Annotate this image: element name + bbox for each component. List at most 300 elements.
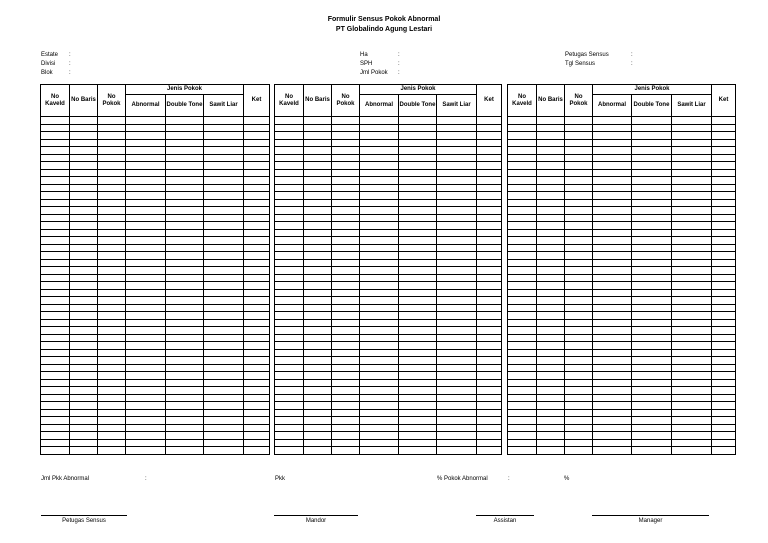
- table-cell[interactable]: [437, 289, 477, 297]
- table-cell[interactable]: [166, 282, 204, 290]
- table-cell[interactable]: [98, 304, 126, 312]
- table-cell[interactable]: [632, 402, 672, 410]
- table-cell[interactable]: [565, 162, 593, 170]
- table-cell[interactable]: [204, 229, 244, 237]
- table-cell[interactable]: [70, 439, 98, 447]
- table-cell[interactable]: [204, 192, 244, 200]
- table-cell[interactable]: [632, 394, 672, 402]
- table-cell[interactable]: [399, 364, 437, 372]
- table-cell[interactable]: [632, 304, 672, 312]
- table-cell[interactable]: [537, 147, 565, 155]
- table-cell[interactable]: [565, 334, 593, 342]
- table-cell[interactable]: [70, 417, 98, 425]
- table-cell[interactable]: [70, 357, 98, 365]
- table-cell[interactable]: [360, 252, 399, 260]
- table-cell[interactable]: [98, 267, 126, 275]
- table-cell[interactable]: [360, 267, 399, 275]
- table-cell[interactable]: [70, 319, 98, 327]
- table-cell[interactable]: [712, 222, 736, 230]
- table-cell[interactable]: [126, 327, 166, 335]
- table-cell[interactable]: [399, 162, 437, 170]
- table-cell[interactable]: [332, 192, 360, 200]
- table-cell[interactable]: [275, 184, 304, 192]
- table-cell[interactable]: [712, 267, 736, 275]
- table-cell[interactable]: [565, 327, 593, 335]
- table-cell[interactable]: [565, 417, 593, 425]
- table-cell[interactable]: [275, 409, 304, 417]
- table-cell[interactable]: [712, 409, 736, 417]
- table-cell[interactable]: [126, 387, 166, 395]
- table-cell[interactable]: [275, 147, 304, 155]
- table-cell[interactable]: [41, 387, 70, 395]
- table-cell[interactable]: [275, 424, 304, 432]
- table-cell[interactable]: [593, 334, 632, 342]
- table-cell[interactable]: [332, 237, 360, 245]
- table-cell[interactable]: [399, 304, 437, 312]
- table-cell[interactable]: [275, 207, 304, 215]
- table-cell[interactable]: [399, 244, 437, 252]
- table-cell[interactable]: [332, 139, 360, 147]
- table-cell[interactable]: [632, 207, 672, 215]
- table-cell[interactable]: [126, 229, 166, 237]
- table-cell[interactable]: [477, 154, 502, 162]
- table-cell[interactable]: [712, 357, 736, 365]
- table-cell[interactable]: [477, 357, 502, 365]
- table-cell[interactable]: [632, 154, 672, 162]
- table-cell[interactable]: [204, 132, 244, 140]
- table-cell[interactable]: [166, 402, 204, 410]
- table-cell[interactable]: [437, 139, 477, 147]
- table-cell[interactable]: [672, 199, 712, 207]
- table-cell[interactable]: [360, 259, 399, 267]
- table-cell[interactable]: [275, 162, 304, 170]
- table-cell[interactable]: [275, 379, 304, 387]
- table-cell[interactable]: [332, 334, 360, 342]
- table-cell[interactable]: [332, 169, 360, 177]
- table-cell[interactable]: [537, 199, 565, 207]
- table-cell[interactable]: [166, 139, 204, 147]
- table-cell[interactable]: [360, 274, 399, 282]
- table-cell[interactable]: [712, 289, 736, 297]
- table-cell[interactable]: [508, 447, 537, 455]
- table-cell[interactable]: [304, 447, 332, 455]
- table-cell[interactable]: [244, 327, 270, 335]
- table-cell[interactable]: [672, 244, 712, 252]
- table-cell[interactable]: [98, 424, 126, 432]
- table-cell[interactable]: [399, 439, 437, 447]
- table-cell[interactable]: [537, 132, 565, 140]
- table-cell[interactable]: [41, 424, 70, 432]
- table-cell[interactable]: [41, 439, 70, 447]
- table-cell[interactable]: [508, 319, 537, 327]
- table-cell[interactable]: [70, 409, 98, 417]
- table-cell[interactable]: [204, 267, 244, 275]
- table-cell[interactable]: [126, 192, 166, 200]
- table-cell[interactable]: [166, 214, 204, 222]
- table-cell[interactable]: [41, 222, 70, 230]
- table-cell[interactable]: [166, 289, 204, 297]
- table-cell[interactable]: [166, 379, 204, 387]
- table-cell[interactable]: [98, 364, 126, 372]
- table-cell[interactable]: [98, 244, 126, 252]
- table-cell[interactable]: [632, 244, 672, 252]
- table-cell[interactable]: [399, 379, 437, 387]
- table-cell[interactable]: [508, 394, 537, 402]
- table-cell[interactable]: [437, 252, 477, 260]
- table-cell[interactable]: [437, 177, 477, 185]
- table-cell[interactable]: [360, 192, 399, 200]
- table-cell[interactable]: [399, 214, 437, 222]
- table-cell[interactable]: [304, 342, 332, 350]
- table-cell[interactable]: [399, 117, 437, 125]
- table-cell[interactable]: [70, 207, 98, 215]
- table-cell[interactable]: [244, 394, 270, 402]
- table-cell[interactable]: [126, 349, 166, 357]
- table-cell[interactable]: [41, 169, 70, 177]
- table-cell[interactable]: [672, 432, 712, 440]
- table-cell[interactable]: [244, 379, 270, 387]
- table-cell[interactable]: [712, 229, 736, 237]
- table-cell[interactable]: [304, 409, 332, 417]
- table-cell[interactable]: [360, 147, 399, 155]
- table-cell[interactable]: [593, 147, 632, 155]
- table-cell[interactable]: [204, 357, 244, 365]
- table-cell[interactable]: [244, 117, 270, 125]
- table-cell[interactable]: [304, 199, 332, 207]
- table-cell[interactable]: [304, 252, 332, 260]
- table-cell[interactable]: [712, 319, 736, 327]
- table-cell[interactable]: [672, 154, 712, 162]
- table-cell[interactable]: [712, 214, 736, 222]
- table-cell[interactable]: [508, 199, 537, 207]
- table-cell[interactable]: [565, 424, 593, 432]
- table-cell[interactable]: [304, 207, 332, 215]
- table-cell[interactable]: [672, 177, 712, 185]
- table-cell[interactable]: [126, 304, 166, 312]
- table-cell[interactable]: [593, 252, 632, 260]
- table-cell[interactable]: [126, 379, 166, 387]
- table-cell[interactable]: [70, 229, 98, 237]
- table-cell[interactable]: [166, 252, 204, 260]
- table-cell[interactable]: [244, 252, 270, 260]
- table-cell[interactable]: [632, 147, 672, 155]
- table-cell[interactable]: [304, 379, 332, 387]
- table-cell[interactable]: [565, 319, 593, 327]
- table-cell[interactable]: [537, 304, 565, 312]
- table-cell[interactable]: [360, 349, 399, 357]
- table-cell[interactable]: [98, 162, 126, 170]
- table-cell[interactable]: [508, 409, 537, 417]
- table-cell[interactable]: [332, 259, 360, 267]
- table-cell[interactable]: [477, 169, 502, 177]
- table-cell[interactable]: [41, 252, 70, 260]
- table-cell[interactable]: [304, 387, 332, 395]
- table-cell[interactable]: [275, 237, 304, 245]
- table-cell[interactable]: [98, 154, 126, 162]
- table-cell[interactable]: [672, 447, 712, 455]
- table-cell[interactable]: [632, 312, 672, 320]
- table-cell[interactable]: [399, 447, 437, 455]
- table-cell[interactable]: [204, 124, 244, 132]
- table-cell[interactable]: [166, 154, 204, 162]
- table-cell[interactable]: [672, 222, 712, 230]
- table-cell[interactable]: [275, 342, 304, 350]
- table-cell[interactable]: [70, 267, 98, 275]
- table-cell[interactable]: [332, 162, 360, 170]
- table-cell[interactable]: [126, 447, 166, 455]
- table-cell[interactable]: [304, 117, 332, 125]
- table-cell[interactable]: [437, 117, 477, 125]
- table-cell[interactable]: [437, 132, 477, 140]
- table-cell[interactable]: [537, 244, 565, 252]
- table-cell[interactable]: [70, 334, 98, 342]
- table-cell[interactable]: [399, 139, 437, 147]
- table-cell[interactable]: [70, 432, 98, 440]
- table-cell[interactable]: [98, 289, 126, 297]
- table-cell[interactable]: [477, 432, 502, 440]
- table-cell[interactable]: [244, 184, 270, 192]
- table-cell[interactable]: [537, 387, 565, 395]
- table-cell[interactable]: [672, 409, 712, 417]
- table-cell[interactable]: [244, 222, 270, 230]
- table-cell[interactable]: [70, 387, 98, 395]
- table-cell[interactable]: [672, 364, 712, 372]
- table-cell[interactable]: [304, 244, 332, 252]
- table-cell[interactable]: [304, 319, 332, 327]
- table-cell[interactable]: [565, 237, 593, 245]
- table-cell[interactable]: [244, 439, 270, 447]
- table-cell[interactable]: [332, 154, 360, 162]
- table-cell[interactable]: [565, 282, 593, 290]
- table-cell[interactable]: [166, 364, 204, 372]
- table-cell[interactable]: [508, 342, 537, 350]
- table-cell[interactable]: [593, 394, 632, 402]
- table-cell[interactable]: [98, 349, 126, 357]
- table-cell[interactable]: [672, 334, 712, 342]
- table-cell[interactable]: [508, 237, 537, 245]
- table-cell[interactable]: [399, 259, 437, 267]
- table-cell[interactable]: [244, 132, 270, 140]
- table-cell[interactable]: [41, 319, 70, 327]
- table-cell[interactable]: [360, 312, 399, 320]
- table-cell[interactable]: [632, 259, 672, 267]
- table-cell[interactable]: [41, 147, 70, 155]
- table-cell[interactable]: [332, 147, 360, 155]
- table-cell[interactable]: [41, 432, 70, 440]
- table-cell[interactable]: [632, 139, 672, 147]
- table-cell[interactable]: [537, 229, 565, 237]
- table-cell[interactable]: [672, 402, 712, 410]
- table-cell[interactable]: [437, 372, 477, 380]
- table-cell[interactable]: [204, 252, 244, 260]
- table-cell[interactable]: [593, 357, 632, 365]
- table-cell[interactable]: [304, 417, 332, 425]
- table-cell[interactable]: [508, 424, 537, 432]
- table-cell[interactable]: [672, 297, 712, 305]
- table-cell[interactable]: [41, 417, 70, 425]
- table-cell[interactable]: [41, 409, 70, 417]
- table-cell[interactable]: [126, 297, 166, 305]
- table-cell[interactable]: [126, 124, 166, 132]
- table-cell[interactable]: [712, 372, 736, 380]
- table-cell[interactable]: [360, 334, 399, 342]
- table-cell[interactable]: [244, 274, 270, 282]
- table-cell[interactable]: [70, 214, 98, 222]
- table-cell[interactable]: [565, 387, 593, 395]
- table-cell[interactable]: [537, 312, 565, 320]
- table-cell[interactable]: [126, 147, 166, 155]
- table-cell[interactable]: [126, 402, 166, 410]
- table-cell[interactable]: [360, 402, 399, 410]
- table-cell[interactable]: [565, 409, 593, 417]
- table-cell[interactable]: [508, 229, 537, 237]
- table-cell[interactable]: [41, 124, 70, 132]
- table-cell[interactable]: [332, 447, 360, 455]
- table-cell[interactable]: [126, 267, 166, 275]
- table-cell[interactable]: [204, 207, 244, 215]
- table-cell[interactable]: [537, 222, 565, 230]
- table-cell[interactable]: [204, 432, 244, 440]
- table-cell[interactable]: [41, 244, 70, 252]
- table-cell[interactable]: [166, 432, 204, 440]
- table-cell[interactable]: [565, 402, 593, 410]
- table-cell[interactable]: [632, 237, 672, 245]
- table-cell[interactable]: [565, 304, 593, 312]
- table-cell[interactable]: [565, 229, 593, 237]
- table-cell[interactable]: [537, 289, 565, 297]
- table-cell[interactable]: [126, 364, 166, 372]
- table-cell[interactable]: [593, 379, 632, 387]
- table-cell[interactable]: [360, 139, 399, 147]
- table-cell[interactable]: [437, 409, 477, 417]
- table-cell[interactable]: [275, 214, 304, 222]
- table-cell[interactable]: [204, 154, 244, 162]
- table-cell[interactable]: [508, 132, 537, 140]
- table-cell[interactable]: [477, 402, 502, 410]
- table-cell[interactable]: [399, 282, 437, 290]
- table-cell[interactable]: [70, 124, 98, 132]
- table-cell[interactable]: [244, 282, 270, 290]
- table-cell[interactable]: [166, 244, 204, 252]
- table-cell[interactable]: [41, 447, 70, 455]
- table-cell[interactable]: [275, 447, 304, 455]
- table-cell[interactable]: [712, 162, 736, 170]
- table-cell[interactable]: [41, 207, 70, 215]
- table-cell[interactable]: [70, 162, 98, 170]
- table-cell[interactable]: [98, 117, 126, 125]
- table-cell[interactable]: [98, 387, 126, 395]
- table-cell[interactable]: [437, 184, 477, 192]
- table-cell[interactable]: [166, 274, 204, 282]
- table-cell[interactable]: [508, 169, 537, 177]
- table-cell[interactable]: [275, 244, 304, 252]
- table-cell[interactable]: [477, 117, 502, 125]
- table-cell[interactable]: [244, 409, 270, 417]
- table-cell[interactable]: [244, 267, 270, 275]
- table-cell[interactable]: [672, 139, 712, 147]
- table-cell[interactable]: [399, 184, 437, 192]
- table-cell[interactable]: [360, 327, 399, 335]
- table-cell[interactable]: [244, 192, 270, 200]
- table-cell[interactable]: [332, 327, 360, 335]
- table-cell[interactable]: [632, 327, 672, 335]
- table-cell[interactable]: [672, 372, 712, 380]
- table-cell[interactable]: [166, 229, 204, 237]
- table-cell[interactable]: [204, 199, 244, 207]
- table-cell[interactable]: [565, 139, 593, 147]
- table-cell[interactable]: [332, 319, 360, 327]
- table-cell[interactable]: [244, 154, 270, 162]
- table-cell[interactable]: [437, 312, 477, 320]
- table-cell[interactable]: [712, 304, 736, 312]
- table-cell[interactable]: [477, 409, 502, 417]
- table-cell[interactable]: [244, 162, 270, 170]
- table-cell[interactable]: [437, 424, 477, 432]
- table-cell[interactable]: [593, 297, 632, 305]
- table-cell[interactable]: [712, 184, 736, 192]
- table-cell[interactable]: [166, 319, 204, 327]
- table-cell[interactable]: [508, 177, 537, 185]
- table-cell[interactable]: [508, 162, 537, 170]
- table-cell[interactable]: [477, 184, 502, 192]
- table-cell[interactable]: [593, 387, 632, 395]
- table-cell[interactable]: [632, 132, 672, 140]
- table-cell[interactable]: [477, 124, 502, 132]
- table-cell[interactable]: [565, 244, 593, 252]
- table-cell[interactable]: [204, 379, 244, 387]
- table-cell[interactable]: [166, 199, 204, 207]
- table-cell[interactable]: [204, 237, 244, 245]
- table-cell[interactable]: [98, 342, 126, 350]
- table-cell[interactable]: [126, 372, 166, 380]
- table-cell[interactable]: [126, 282, 166, 290]
- table-cell[interactable]: [672, 424, 712, 432]
- table-cell[interactable]: [632, 267, 672, 275]
- table-cell[interactable]: [98, 447, 126, 455]
- table-cell[interactable]: [632, 364, 672, 372]
- table-cell[interactable]: [632, 349, 672, 357]
- table-cell[interactable]: [508, 334, 537, 342]
- table-cell[interactable]: [672, 282, 712, 290]
- table-cell[interactable]: [437, 169, 477, 177]
- table-cell[interactable]: [126, 409, 166, 417]
- table-cell[interactable]: [41, 372, 70, 380]
- table-cell[interactable]: [304, 274, 332, 282]
- table-cell[interactable]: [712, 394, 736, 402]
- table-cell[interactable]: [399, 409, 437, 417]
- table-cell[interactable]: [70, 139, 98, 147]
- table-cell[interactable]: [304, 147, 332, 155]
- table-cell[interactable]: [712, 132, 736, 140]
- table-cell[interactable]: [399, 432, 437, 440]
- table-cell[interactable]: [508, 274, 537, 282]
- table-cell[interactable]: [477, 297, 502, 305]
- table-cell[interactable]: [98, 432, 126, 440]
- table-cell[interactable]: [166, 267, 204, 275]
- table-cell[interactable]: [360, 214, 399, 222]
- table-cell[interactable]: [712, 312, 736, 320]
- table-cell[interactable]: [537, 267, 565, 275]
- table-cell[interactable]: [41, 274, 70, 282]
- table-cell[interactable]: [537, 364, 565, 372]
- table-cell[interactable]: [477, 252, 502, 260]
- table-cell[interactable]: [672, 387, 712, 395]
- table-cell[interactable]: [712, 417, 736, 425]
- table-cell[interactable]: [565, 439, 593, 447]
- table-cell[interactable]: [332, 387, 360, 395]
- table-cell[interactable]: [275, 364, 304, 372]
- table-cell[interactable]: [712, 177, 736, 185]
